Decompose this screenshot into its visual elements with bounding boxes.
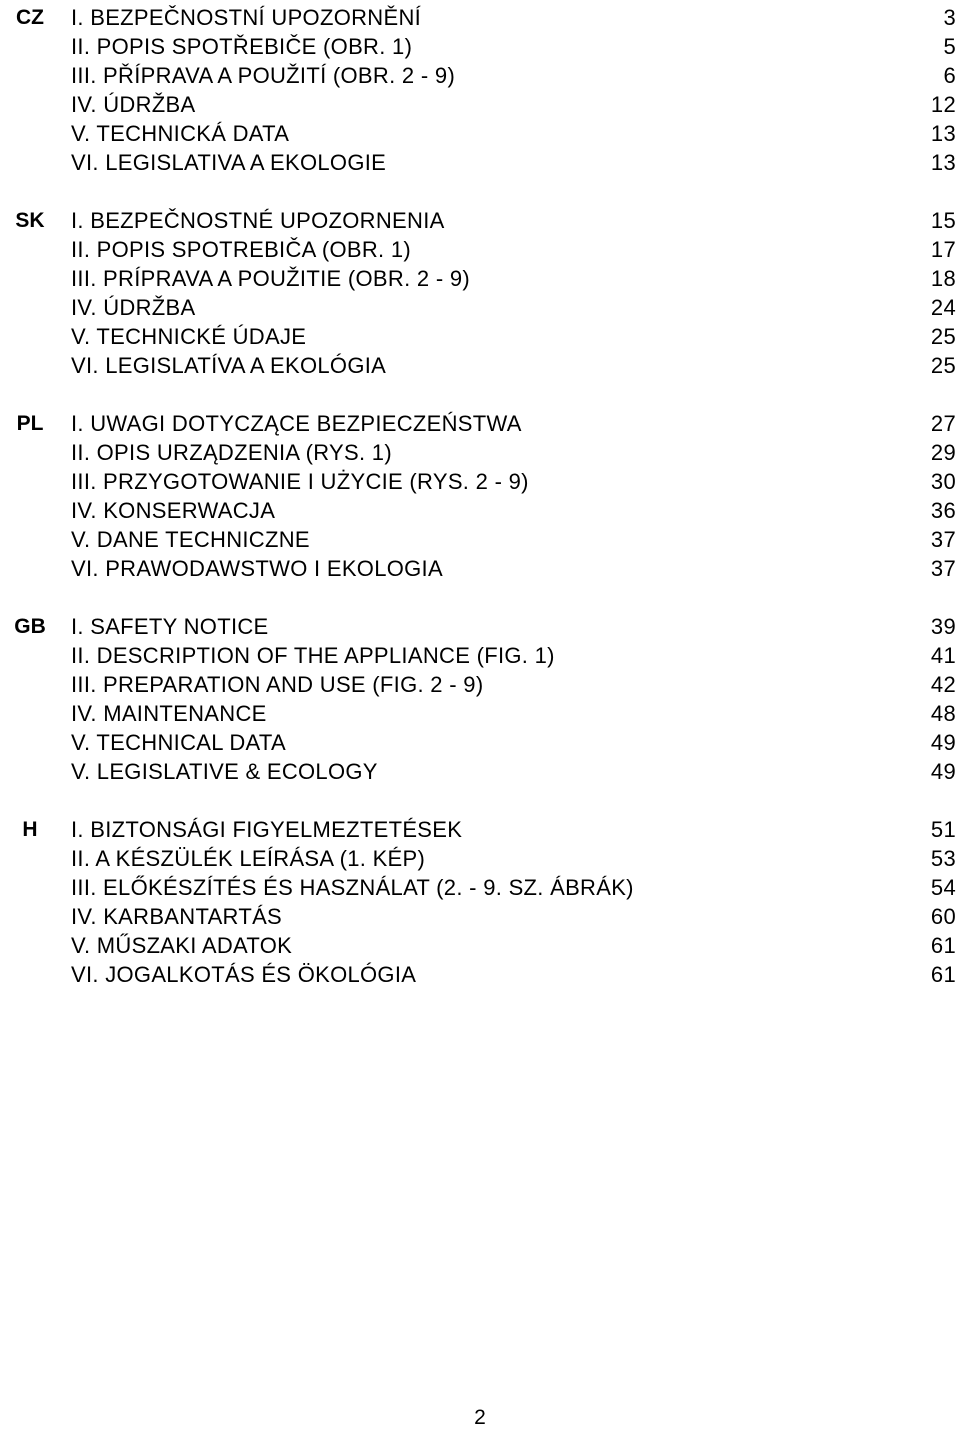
toc-entry-page: 25 <box>930 353 956 378</box>
toc-entry-page: 61 <box>930 933 956 958</box>
toc-section-pl <box>0 409 960 583</box>
toc-entry-title: II. A KÉSZÜLÉK LEÍRÁSA (1. KÉP) <box>71 846 426 871</box>
toc-entry-page: 3 <box>943 5 956 30</box>
toc-entry[interactable] <box>0 148 960 177</box>
toc-entry-title: VI. PRAWODAWSTWO I EKOLOGIA <box>71 556 443 581</box>
language-code: SK <box>15 209 45 232</box>
toc-entry-title: VI. LEGISLATÍVA A EKOLÓGIA <box>71 353 387 378</box>
toc-entry[interactable] <box>0 32 960 61</box>
toc-entry-title: VI. JOGALKOTÁS ÉS ÖKOLÓGIA <box>71 962 417 987</box>
toc-entry-page: 42 <box>930 672 956 697</box>
toc-entry[interactable] <box>0 699 960 728</box>
toc-entry[interactable] <box>0 902 960 931</box>
toc-entry-page: 6 <box>943 63 956 88</box>
toc-entry-list <box>0 409 960 583</box>
toc-entry-list <box>0 206 960 380</box>
toc-entry-list <box>0 3 960 177</box>
toc-entry[interactable] <box>0 873 960 902</box>
language-code: CZ <box>16 6 44 29</box>
toc-entry-title: V. MŰSZAKI ADATOK <box>71 933 293 958</box>
toc-entry-title: V. DANE TECHNICZNE <box>71 527 310 552</box>
toc-entry-page: 60 <box>930 904 956 929</box>
language-code: GB <box>14 615 46 638</box>
toc-entry[interactable] <box>0 496 960 525</box>
language-code: PL <box>16 412 44 435</box>
toc-entry[interactable] <box>0 438 960 467</box>
toc-entry[interactable] <box>0 554 960 583</box>
toc-entry-title: II. POPIS SPOTŘEBIČE (OBR. 1) <box>71 34 413 59</box>
language-code: H <box>22 818 38 841</box>
toc-entry[interactable] <box>0 3 960 32</box>
toc-entry[interactable] <box>0 90 960 119</box>
toc-entry-list <box>0 612 960 786</box>
toc-entry[interactable] <box>0 119 960 148</box>
toc-entry[interactable] <box>0 670 960 699</box>
toc-entry-title: IV. KARBANTARTÁS <box>71 904 283 929</box>
toc-entry-title: I. BIZTONSÁGI FIGYELMEZTETÉSEK <box>71 817 463 842</box>
toc-entry-title: I. UWAGI DOTYCZĄCE BEZPIECZEŃSTWA <box>71 411 522 436</box>
toc-entry-title: II. DESCRIPTION OF THE APPLIANCE (FIG. 1) <box>71 643 555 668</box>
toc-entry[interactable] <box>0 264 960 293</box>
toc-entry-title: IV. ÚDRŽBA <box>71 92 196 117</box>
toc-entry-page: 39 <box>930 614 956 639</box>
toc-entry-title: IV. KONSERWACJA <box>71 498 276 523</box>
page-number: 2 <box>474 1406 486 1429</box>
toc-entry-title: I. SAFETY NOTICE <box>71 614 269 639</box>
toc-entry[interactable] <box>0 235 960 264</box>
toc-entry-title: I. BEZPEČNOSTNÍ UPOZORNĚNÍ <box>71 5 422 30</box>
toc-entry[interactable] <box>0 728 960 757</box>
toc-entry-title: V. TECHNICKÉ ÚDAJE <box>71 324 307 349</box>
toc-entry-title: II. POPIS SPOTREBIČA (OBR. 1) <box>71 237 411 262</box>
toc-entry[interactable] <box>0 525 960 554</box>
toc-entry[interactable] <box>0 61 960 90</box>
toc-entry-list <box>0 815 960 989</box>
toc-entry[interactable] <box>0 931 960 960</box>
toc-entry-title: V. TECHNICKÁ DATA <box>71 121 290 146</box>
toc-entry-page: 29 <box>930 440 956 465</box>
toc-entry-page: 5 <box>943 34 956 59</box>
table-of-contents <box>0 3 960 1018</box>
toc-entry-title: IV. ÚDRŽBA <box>71 295 196 320</box>
toc-entry-page: 24 <box>930 295 956 320</box>
toc-entry-page: 49 <box>930 759 956 784</box>
toc-entry-title: I. BEZPEČNOSTNÉ UPOZORNENIA <box>71 208 445 233</box>
toc-entry-page: 15 <box>930 208 956 233</box>
toc-entry[interactable] <box>0 293 960 322</box>
toc-entry[interactable] <box>0 351 960 380</box>
toc-entry-title: III. ELŐKÉSZÍTÉS ÉS HASZNÁLAT (2. - 9. SZ. ÁBRÁK) <box>71 875 634 900</box>
toc-entry-page: 37 <box>930 527 956 552</box>
toc-entry-page: 36 <box>930 498 956 523</box>
toc-entry[interactable] <box>0 206 960 235</box>
toc-entry-title: III. PREPARATION AND USE (FIG. 2 - 9) <box>71 672 484 697</box>
toc-entry-page: 13 <box>930 121 956 146</box>
toc-entry-page: 12 <box>930 92 956 117</box>
toc-entry-page: 27 <box>930 411 956 436</box>
toc-entry-page: 49 <box>930 730 956 755</box>
toc-entry-page: 54 <box>930 875 956 900</box>
toc-entry-title: III. PŘÍPRAVA A POUŽITÍ (OBR. 2 - 9) <box>71 63 456 88</box>
toc-entry-page: 17 <box>930 237 956 262</box>
toc-entry-title: III. PRÍPRAVA A POUŽITIE (OBR. 2 - 9) <box>71 266 471 291</box>
toc-entry-page: 61 <box>930 962 956 987</box>
toc-entry[interactable] <box>0 960 960 989</box>
toc-entry-page: 25 <box>930 324 956 349</box>
toc-entry-title: VI. LEGISLATIVA A EKOLOGIE <box>71 150 387 175</box>
toc-entry-title: IV. MAINTENANCE <box>71 701 267 726</box>
toc-entry-title: III. PRZYGOTOWANIE I UŻYCIE (RYS. 2 - 9) <box>71 469 529 494</box>
toc-entry-page: 48 <box>930 701 956 726</box>
toc-entry-page: 51 <box>930 817 956 842</box>
toc-entry[interactable] <box>0 409 960 438</box>
toc-entry[interactable] <box>0 844 960 873</box>
toc-entry-page: 18 <box>930 266 956 291</box>
toc-entry[interactable] <box>0 815 960 844</box>
toc-entry-title: II. OPIS URZĄDZENIA (RYS. 1) <box>71 440 392 465</box>
toc-entry[interactable] <box>0 641 960 670</box>
toc-entry[interactable] <box>0 757 960 786</box>
toc-entry[interactable] <box>0 467 960 496</box>
toc-entry-page: 41 <box>930 643 956 668</box>
toc-section-gb <box>0 612 960 786</box>
toc-section-h <box>0 815 960 989</box>
toc-section-cz <box>0 3 960 177</box>
toc-section-sk <box>0 206 960 380</box>
toc-entry-page: 37 <box>930 556 956 581</box>
toc-entry-page: 13 <box>930 150 956 175</box>
toc-entry-title: V. LEGISLATIVE & ECOLOGY <box>71 759 378 784</box>
toc-entry-page: 30 <box>930 469 956 494</box>
toc-entry[interactable] <box>0 322 960 351</box>
toc-entry-page: 53 <box>930 846 956 871</box>
toc-entry-title: V. TECHNICAL DATA <box>71 730 286 755</box>
toc-entry[interactable] <box>0 612 960 641</box>
